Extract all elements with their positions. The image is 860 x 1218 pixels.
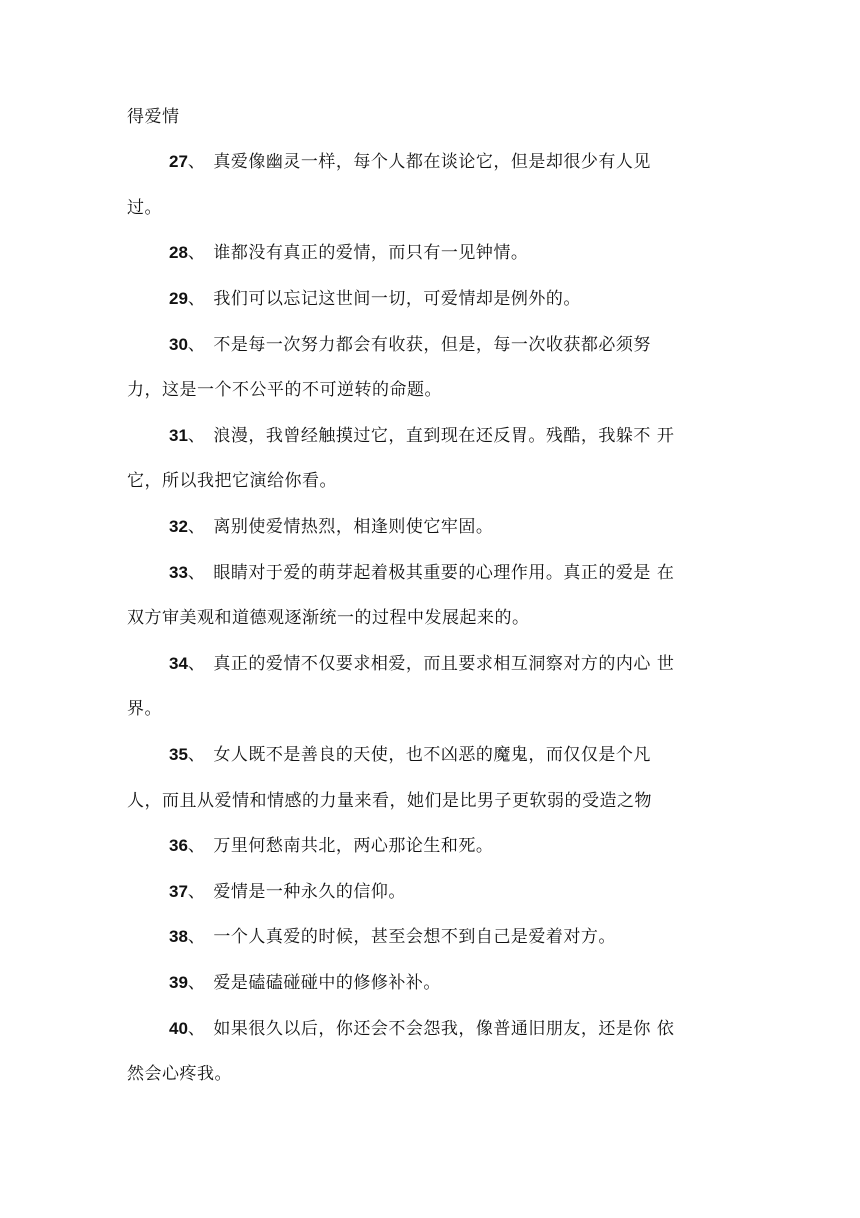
item-continuation bbox=[127, 470, 337, 492]
item-text: 界。 bbox=[127, 699, 162, 719]
list-item bbox=[169, 334, 651, 356]
item-text: 如果很久以后，你还会不会怨我，像普通旧朋友，还是你 依 bbox=[213, 1019, 675, 1039]
item-separator: 、 bbox=[187, 426, 206, 446]
item-text: 人，而且从爱情和情感的力量来看，她们是比男子更软弱的受造之物 bbox=[127, 791, 652, 811]
item-separator: 、 bbox=[187, 973, 206, 993]
item-continuation bbox=[127, 197, 162, 219]
item-separator: 、 bbox=[187, 654, 206, 674]
list-item bbox=[169, 562, 674, 584]
item-text: 我们可以忘记这世间一切，可爱情却是例外的。 bbox=[213, 289, 581, 309]
item-separator: 、 bbox=[187, 1019, 206, 1039]
list-item bbox=[169, 151, 651, 173]
item-separator: 、 bbox=[187, 335, 206, 355]
item-number: 35 bbox=[169, 745, 188, 764]
item-text: 浪漫，我曾经触摸过它，直到现在还反胃。残酷，我躲不 开 bbox=[213, 426, 675, 446]
list-item bbox=[169, 425, 674, 447]
item-number: 29 bbox=[169, 289, 188, 308]
item-number: 39 bbox=[169, 973, 188, 992]
item-number: 32 bbox=[169, 517, 188, 536]
item-number: 37 bbox=[169, 882, 188, 901]
item-text: 过。 bbox=[127, 198, 162, 218]
list-item bbox=[169, 288, 581, 310]
list-item bbox=[169, 972, 441, 994]
intro-line bbox=[127, 106, 180, 128]
item-text: 爱情是一种永久的信仰。 bbox=[213, 882, 406, 902]
item-number: 38 bbox=[169, 927, 188, 946]
item-separator: 、 bbox=[187, 563, 206, 583]
item-text: 双方审美观和道德观逐渐统一的过程中发展起来的。 bbox=[127, 608, 530, 628]
item-number: 36 bbox=[169, 836, 188, 855]
item-separator: 、 bbox=[187, 243, 206, 263]
item-separator: 、 bbox=[187, 927, 206, 947]
item-separator: 、 bbox=[187, 289, 206, 309]
list-item bbox=[169, 1018, 674, 1040]
item-text: 万里何愁南共北，两心那论生和死。 bbox=[213, 836, 494, 856]
item-continuation bbox=[127, 698, 162, 720]
list-item bbox=[169, 835, 493, 857]
item-number: 31 bbox=[169, 426, 188, 445]
item-text: 爱是磕磕碰碰中的修修补补。 bbox=[213, 973, 441, 993]
item-separator: 、 bbox=[187, 745, 206, 765]
item-text: 力，这是一个不公平的不可逆转的命题。 bbox=[127, 380, 442, 400]
item-continuation bbox=[127, 607, 530, 629]
list-item bbox=[169, 653, 674, 675]
list-item bbox=[169, 242, 528, 264]
item-continuation bbox=[127, 379, 442, 401]
item-separator: 、 bbox=[187, 836, 206, 856]
item-text: 真爱像幽灵一样，每个人都在谈论它，但是却很少有人见 bbox=[213, 152, 651, 172]
intro-text: 得爱情 bbox=[127, 107, 180, 127]
item-number: 30 bbox=[169, 335, 188, 354]
item-text: 眼睛对于爱的萌芽起着极其重要的心理作用。真正的爱是 在 bbox=[213, 563, 675, 583]
item-text: 女人既不是善良的天使，也不凶恶的魔鬼，而仅仅是个凡 bbox=[213, 745, 651, 765]
item-text: 真正的爱情不仅要求相爱，而且要求相互洞察对方的内心 世 bbox=[213, 654, 675, 674]
item-text: 不是每一次努力都会有收获，但是，每一次收获都必须努 bbox=[213, 335, 651, 355]
item-number: 34 bbox=[169, 654, 188, 673]
item-number: 28 bbox=[169, 243, 188, 262]
item-continuation bbox=[127, 790, 652, 812]
list-item bbox=[169, 881, 406, 903]
item-separator: 、 bbox=[187, 517, 206, 537]
list-item bbox=[169, 744, 651, 766]
list-item bbox=[169, 516, 493, 538]
item-text: 离别使爱情热烈，相逢则使它牢固。 bbox=[213, 517, 494, 537]
item-number: 40 bbox=[169, 1019, 188, 1038]
item-number: 27 bbox=[169, 152, 188, 171]
item-text: 一个人真爱的时候，甚至会想不到自己是爱着对方。 bbox=[213, 927, 616, 947]
item-text: 谁都没有真正的爱情，而只有一见钟情。 bbox=[213, 243, 529, 263]
item-separator: 、 bbox=[187, 882, 206, 902]
item-text: 它，所以我把它演给你看。 bbox=[127, 471, 337, 491]
item-text: 然会心疼我。 bbox=[127, 1064, 232, 1084]
item-separator: 、 bbox=[187, 152, 206, 172]
item-continuation bbox=[127, 1063, 232, 1085]
item-number: 33 bbox=[169, 563, 188, 582]
list-item bbox=[169, 926, 616, 948]
